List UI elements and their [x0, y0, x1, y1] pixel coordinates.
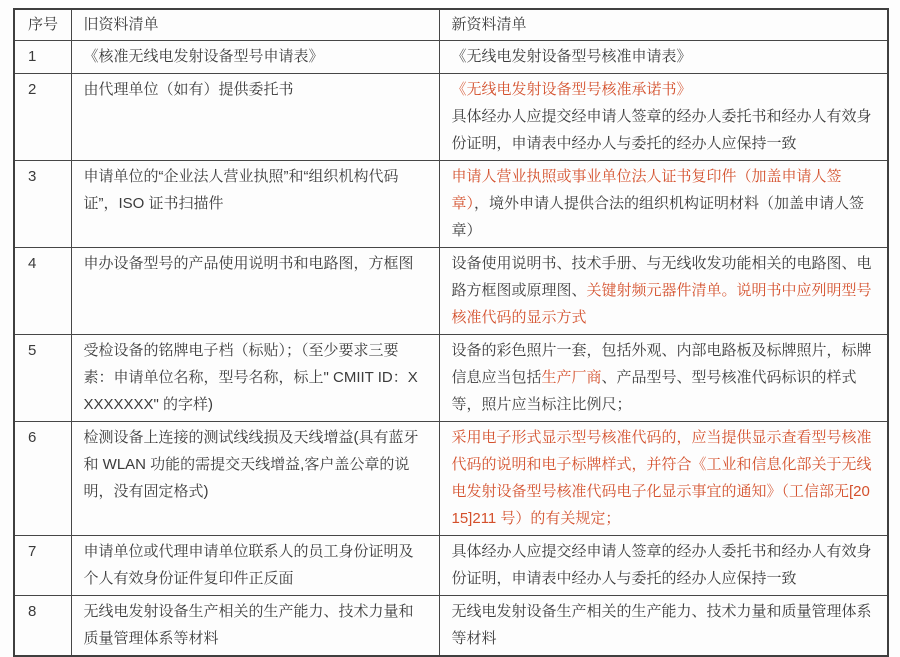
- old-list-cell: [71, 535, 439, 595]
- body-text: 《核准无线电发射设备型号申请表》: [83, 47, 324, 65]
- new-list-cell: [439, 40, 888, 73]
- header-serial-number: 序号: [14, 9, 71, 40]
- body-text: 具体经办人应提交经申请人签章的经办人委托书和经办人有效身份证明，申请表中经办人与委托的经办人应保持一致: [451, 542, 872, 587]
- row-serial-number: 8: [14, 595, 71, 656]
- body-text: 由代理单位（如有）提供委托书: [83, 80, 294, 98]
- cell-paragraph: [452, 538, 876, 592]
- table-row: [14, 160, 888, 247]
- cell-paragraph: [84, 76, 427, 103]
- old-list-cell: [71, 160, 439, 247]
- highlighted-text: 关键射频元器件清单。说明书中应列明型号核准代码的显示方式: [451, 281, 872, 326]
- cell-paragraph: [84, 538, 427, 592]
- cell-paragraph: [452, 424, 876, 532]
- highlighted-text: 申请人营业执照或事业单位法人证书复印件（加盖申请人签章）: [451, 167, 842, 212]
- old-list-cell: [71, 40, 439, 73]
- table-row: [14, 535, 888, 595]
- body-text: 《无线电发射设备型号核准申请表》: [451, 47, 692, 65]
- cell-paragraph: [84, 43, 427, 70]
- old-list-cell: [71, 334, 439, 421]
- highlighted-text: 《无线电发射设备型号核准承诺书》: [451, 80, 692, 98]
- old-list-cell: [71, 247, 439, 334]
- table-row: [14, 595, 888, 656]
- row-serial-number: 3: [14, 160, 71, 247]
- new-list-cell: [439, 73, 888, 160]
- body-text: 申请单位或代理申请单位联系人的员工身份证明及个人有效身份证件复印件正反面: [83, 542, 414, 587]
- row-serial-number: 6: [14, 421, 71, 535]
- cell-paragraph: [452, 250, 876, 331]
- old-list-cell: [71, 421, 439, 535]
- body-text: 具体经办人应提交经申请人签章的经办人委托书和经办人有效身份证明，申请表中经办人与委托的经办人应保持一致: [451, 107, 872, 152]
- new-list-cell: [439, 421, 888, 535]
- new-list-cell: [439, 334, 888, 421]
- highlighted-text: 采用电子形式显示型号核准代码的，应当提供显示查看型号核准代码的说明和电子标牌样式，并符合《工业和信息化部关于无线电发射设备型号核准代码电子化显示事宜的通知》（工信部无[2015]211 号）的有关规定；: [451, 428, 872, 527]
- row-serial-number: 2: [14, 73, 71, 160]
- header-row: [14, 9, 888, 40]
- table-body: [14, 40, 888, 656]
- row-serial-number: 4: [14, 247, 71, 334]
- body-text: 申办设备型号的产品使用说明书和电路图，方框图: [83, 254, 414, 272]
- table-row: [14, 247, 888, 334]
- cell-paragraph: [84, 598, 427, 652]
- cell-paragraph: [84, 163, 427, 217]
- body-text: 受检设备的铭牌电子档（标贴）；（至少要求三要素：申请单位名称，型号名称，标上" CMIIT ID：XXXXXXXX" 的字样): [83, 341, 418, 413]
- body-text: 设备的彩色照片一套，包括外观、内部电路板及标牌照片，标牌信息应当包括: [451, 341, 872, 386]
- table-header: [14, 9, 888, 40]
- table-row: [14, 334, 888, 421]
- body-text: ，境外申请人提供合法的组织机构证明材料（加盖申请人签章）: [451, 194, 865, 239]
- new-list-cell: [439, 160, 888, 247]
- new-list-cell: [439, 247, 888, 334]
- table-row: [14, 421, 888, 535]
- cell-paragraph: [84, 250, 427, 277]
- header-old-list: 旧资料清单: [71, 9, 439, 40]
- cell-paragraph: [452, 598, 876, 652]
- table-row: [14, 40, 888, 73]
- cell-paragraph: [84, 424, 427, 505]
- body-text: 无线电发射设备生产相关的生产能力、技术力量和质量管理体系等材料: [451, 602, 872, 647]
- cell-paragraph: [452, 43, 876, 70]
- old-list-cell: [71, 73, 439, 160]
- body-text: 、产品型号、型号核准代码标识的样式等，照片应当标注比例尺；: [451, 368, 857, 413]
- cell-paragraph: [452, 337, 876, 418]
- comparison-table: [13, 8, 889, 657]
- new-list-cell: [439, 535, 888, 595]
- cell-paragraph: [452, 103, 876, 157]
- table-row: [14, 73, 888, 160]
- body-text: 申请单位的“企业法人营业执照”和“组织机构代码证”，ISO 证书扫描件: [83, 167, 399, 212]
- row-serial-number: 1: [14, 40, 71, 73]
- body-text: 设备使用说明书、技术手册、与无线收发功能相关的电路图、电路方框图或原理图、: [451, 254, 872, 299]
- highlighted-text: 生产厂商: [541, 368, 602, 386]
- row-serial-number: 5: [14, 334, 71, 421]
- new-list-cell: [439, 595, 888, 656]
- body-text: 无线电发射设备生产相关的生产能力、技术力量和质量管理体系等材料: [83, 602, 414, 647]
- cell-paragraph: [452, 76, 876, 103]
- header-new-list: 新资料清单: [439, 9, 888, 40]
- cell-paragraph: [452, 163, 876, 244]
- old-list-cell: [71, 595, 439, 656]
- body-text: 检测设备上连接的测试线线损及天线增益(具有蓝牙和 WLAN 功能的需提交天线增益,客户盖公章的说明，没有固定格式): [83, 428, 419, 500]
- row-serial-number: 7: [14, 535, 71, 595]
- cell-paragraph: [84, 337, 427, 418]
